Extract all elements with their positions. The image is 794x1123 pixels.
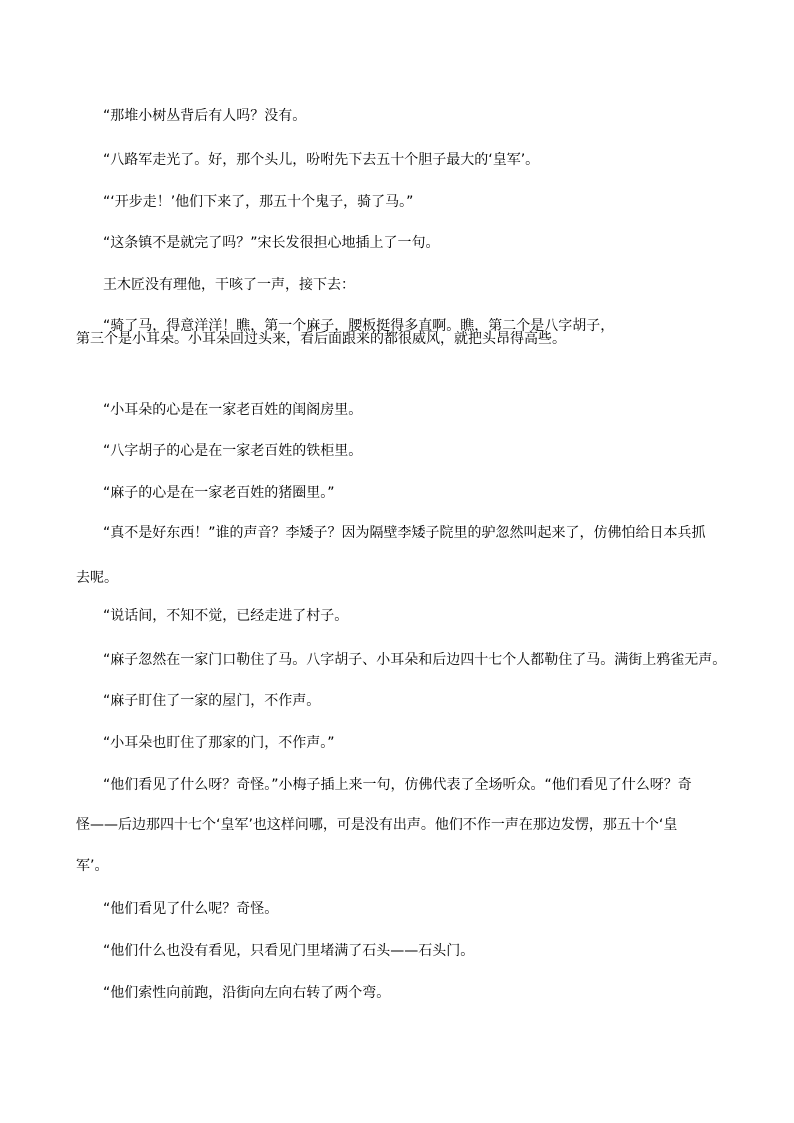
paragraph-line: “他们看见了什么呢？奇怪。 xyxy=(103,901,279,917)
paragraph-line: “说话间，不知不觉，已经走进了村子。 xyxy=(103,608,349,624)
paragraph-line: “麻子忽然在一家门口勒住了马。八字胡子、小耳朵和后边四十七个人都勒住了马。满街上鸦雀无声。 xyxy=(103,652,727,668)
paragraph-line: 军’。 xyxy=(76,858,109,874)
paragraph-line: “真不是好东西！”谁的声音？李矮子？因为隔壁李矮子院里的驴忽然叫起来了，仿佛怕给日本兵抓 xyxy=(103,525,706,541)
paragraph-line: “‘开步走！’他们下来了，那五十个鬼子，骑了马。” xyxy=(103,194,414,210)
paragraph-line: 第三个是小耳朵。小耳朵回过头来，看后面跟来的都很威风，就把头昂得高些。 xyxy=(76,331,566,347)
paragraph-line: 去呢。 xyxy=(76,570,118,586)
paragraph-line: “他们什么也没有看见，只看见门里堵满了石头——石头门。 xyxy=(103,943,475,959)
paragraph-line: “那堆小树丛背后有人吗？没有。 xyxy=(103,108,307,124)
paragraph-line: “小耳朵也盯住了那家的门，不作声。” xyxy=(103,735,335,751)
paragraph-line: 怪——后边那四十七个‘皇军’也这样问哪，可是没有出声。他们不作一声在那边发愣，那五十个‘皇 xyxy=(76,817,678,833)
paragraph-line: “骑了马，得意洋洋！瞧，第一个麻子，腰板挺得多直啊。瞧，第二个是八字胡子， xyxy=(103,318,615,334)
paragraph-line: “麻子盯住了一家的屋门，不作声。 xyxy=(103,693,321,709)
paragraph-line: “八字胡子的心是在一家老百姓的铁柜里。 xyxy=(103,443,363,459)
paragraph-line: “八路军走光了。好，那个头儿，吩咐先下去五十个胆子最大的‘皇军’。 xyxy=(103,152,540,168)
paragraph-line: “这条镇不是就完了吗？”宋长发很担心地插上了一句。 xyxy=(103,235,440,251)
paragraph-line: 王木匠没有理他，干咳了一声，接下去： xyxy=(103,277,355,293)
paragraph-line: “他们索性向前跑，沿街向左向右转了两个弯。 xyxy=(103,985,391,1001)
paragraph-line: “麻子的心是在一家老百姓的猪圈里。” xyxy=(103,485,335,501)
paragraph-line: “小耳朵的心是在一家老百姓的闺阁房里。 xyxy=(103,402,363,418)
paragraph-line: “他们看见了什么呀？奇怪。”小梅子插上来一句，仿佛代表了全场听众。“他们看见了什么呀？奇 xyxy=(103,777,692,793)
